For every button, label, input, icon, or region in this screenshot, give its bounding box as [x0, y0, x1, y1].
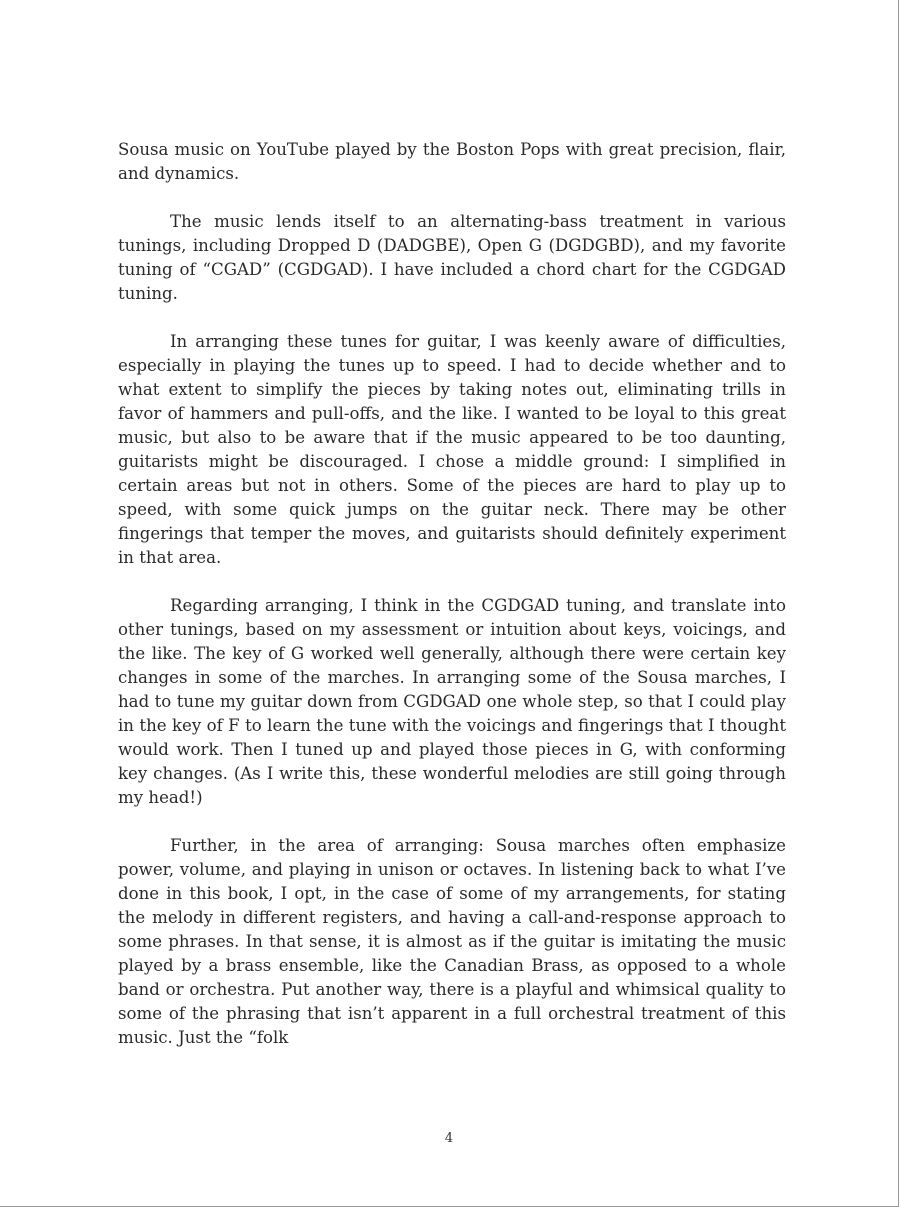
page-number: 4: [444, 1131, 454, 1146]
body-text: [118, 138, 786, 1050]
paragraph-tunings: The music lends itself to an alternating-bass treatment in various tunings, including Dropped D (DADGBE), Open G (DGDGBD), and my favorite tuning of “CGAD” (CGDGAD). I have included a chord chart for the CGDGAD tuning.: [118, 212, 786, 303]
paragraph-continued: Sousa music on YouTube played by the Boston Pops with great precision, flair, and dynamics.: [118, 140, 786, 183]
paragraph-arranging-difficulties: In arranging these tunes for guitar, I was keenly aware of difficulties, especially in playing the tunes up to speed. I had to decide whether and to what extent to simplify the pieces by taking notes out, eliminating trills in favor of hammers and pull-offs, and the like. I wanted to be loyal to this great music, but also to be aware that if the music appeared to be too daunting, guitarists might be discouraged. I chose a middle ground: I simplified in certain areas but not in others. Some of the pieces are hard to play up to speed, with some quick jumps on the guitar neck. There may be other fingerings that temper the moves, and guitarists should definitely experiment in that area.: [118, 332, 786, 567]
paragraph-arranging-style: Further, in the area of arranging: Sousa marches often emphasize power, volume, and playing in unison or octaves. In listening back to what I’ve done in this book, I opt, in the case of some of my arrangements, for stating the melody in different registers, and having a call-and-response approach to some phrases. In that sense, it is almost as if the guitar is imitating the music played by a brass ensemble, like the Canadian Brass, as opposed to a whole band or orchestra. Put another way, there is a playful and whimsical quality to some of the phrasing that isn’t apparent in a full orchestral treatment of this music. Just the “folk: [118, 836, 786, 1047]
paragraph-arranging-tuning: Regarding arranging, I think in the CGDGAD tuning, and translate into other tunings, based on my assessment or intuition about keys, voicings, and the like. The key of G worked well generally, although there were certain key changes in some of the marches. In arranging some of the Sousa marches, I had to tune my guitar down from CGDGAD one whole step, so that I could play in the key of F to learn the tune with the voicings and fingerings that I thought would work. Then I tuned up and played those pieces in G, with conforming key changes. (As I write this, these wonderful melodies are still going through my head!): [118, 596, 786, 807]
